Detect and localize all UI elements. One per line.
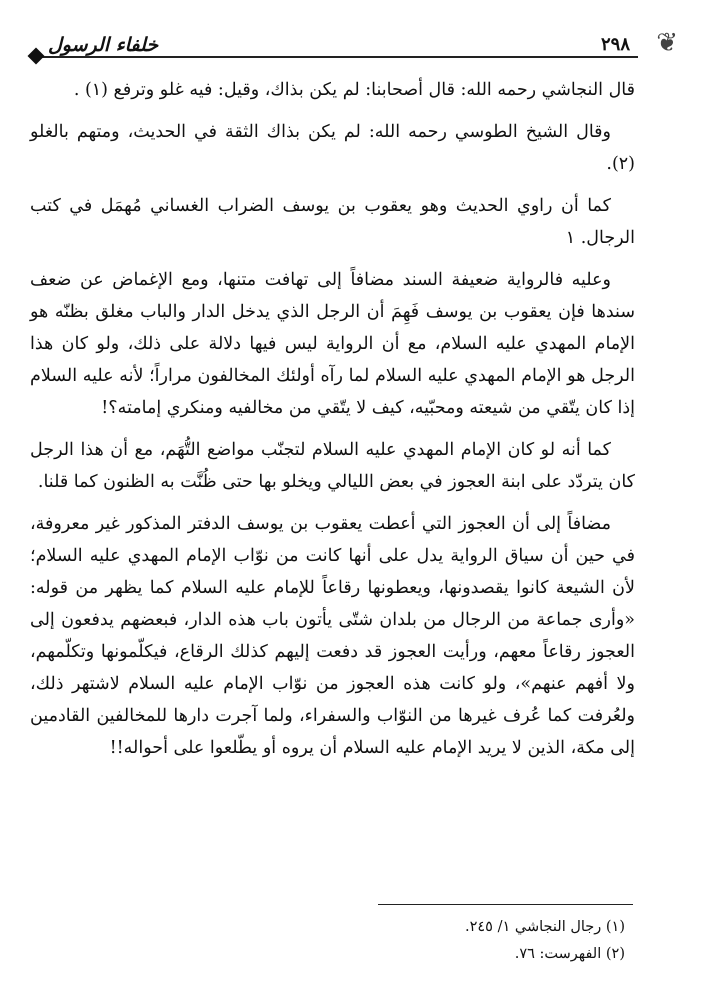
footnote: (٢) الفهرست: ٧٦. bbox=[514, 946, 625, 962]
floral-ornament-icon: ❦ bbox=[656, 28, 678, 58]
footnotes bbox=[30, 914, 635, 968]
footnote: (١) رجال النجاشي ١/ ٢٤٥. bbox=[465, 919, 625, 935]
diamond-ornament-icon bbox=[28, 48, 45, 65]
page-header bbox=[30, 28, 678, 68]
header-rule bbox=[40, 56, 638, 58]
paragraph: وعليه فالرواية ضعيفة السند مضافاً إلى تهافت متنها، ومع الإغماض عن ضعف سندها فإن يعقوب بن يوسف فَهِمَ أن الرجل الذي يدخل الدار والباب مغلق بظنّه هو الإمام المهدي عليه السلام، مع أن الرواية ليس فيها دلالة على ذلك، ولو كان هذا الرجل هو الإمام المهدي عليه السلام لما رآه أولئك المخالفون مراراً؛ لأنه عليه السلام إذا كان يتّقي من شيعته ومحبّيه، كيف لا يتّقي من مخالفيه ومنكري إمامته؟! bbox=[30, 270, 635, 418]
footnote-separator bbox=[378, 904, 633, 905]
paragraph: وقال الشيخ الطوسي رحمه الله: لم يكن بذاك الثقة في الحديث، ومتهم بالغلو (٢). bbox=[30, 122, 635, 174]
page-number: ٢٩٨ bbox=[600, 34, 630, 55]
paragraph: كما أن راوي الحديث وهو يعقوب بن يوسف الضراب الغساني مُهمَل في كتب الرجال. ١ bbox=[30, 196, 635, 248]
paragraph: قال النجاشي رحمه الله: قال أصحابنا: لم يكن بذاك، وقيل: فيه غلو وترفع (١) . bbox=[73, 80, 635, 100]
body-text bbox=[30, 74, 635, 774]
paragraph: كما أنه لو كان الإمام المهدي عليه السلام لتجنّب مواضع التُّهَم، مع أن هذا الرجل كان يتردّد على ابنة العجوز في بعض الليالي ويخلو بها حتى ظُنَّت به الظنون كما قلنا. bbox=[30, 440, 635, 492]
paragraph: مضافاً إلى أن العجوز التي أعطت يعقوب بن يوسف الدفتر المذكور غير معروفة، في حين أن سياق الرواية يدل على أنها كانت من نوّاب الإمام المهدي عليه السلام؛ لأن الشيعة كانوا يقصدونها، ويعطونها رقاعاً للإمام عليه السلام كما يظهر من قوله: «وأرى جماعة من الرجال من بلدان شتّى يأتون باب هذه الدار، فبعضهم يدفعون إلى العجوز رقاعاً معهم، ورأيت العجوز قد دفعت إليهم كذلك الرقاع، فيكلّمونها وتكلّمهم، ولا أفهم عنهم»، ولو كانت هذه العجوز من نوّاب الإمام عليه السلام لاشتهر ذلك، ولعُرفت كما عُرف غيرها من النوّاب والسفراء، ولما آجرت دارها للمخالفين القادمين إلى مكة، الذين لا يريد الإمام عليه السلام أن يروه أو يطّلعوا على أحواله!! bbox=[30, 514, 635, 758]
running-title: خلفاء الرسول bbox=[48, 34, 159, 56]
